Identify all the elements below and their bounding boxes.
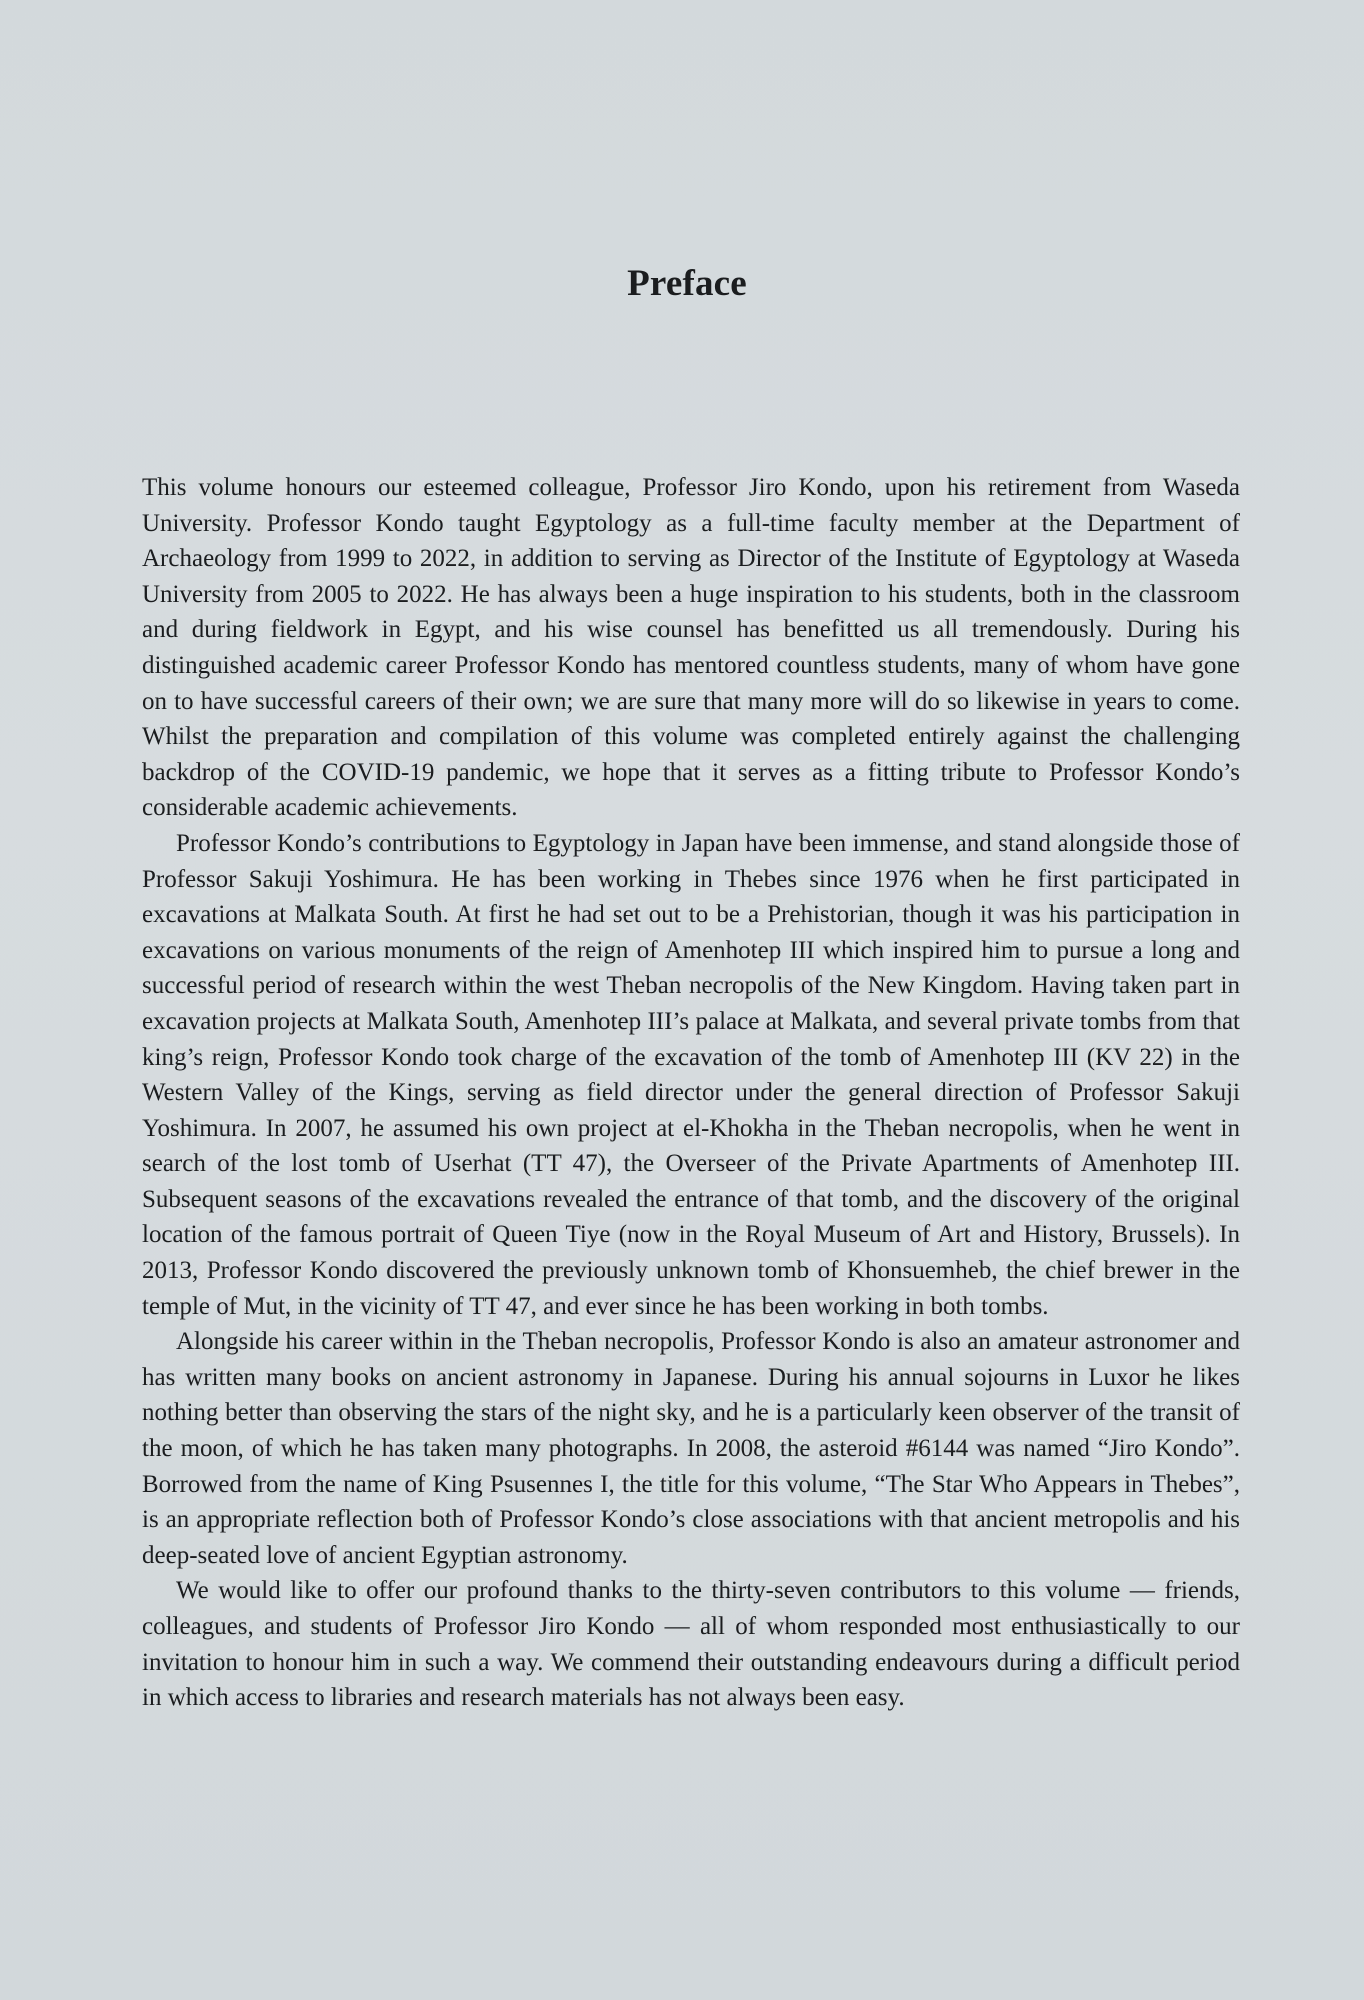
paragraph: Alongside his career within in the Theban necropolis, Professor Kondo is also an amateur astronomer and has written many books on ancient astronomy in Japanese. During his annual sojourns in Luxor he likes nothing better than observing the stars of the night sky, and he is a particularly keen observer of the transit of the moon, of which he has taken many photographs. In 2008, the asteroid #6144 was named “Jiro Kondo”. Borrowed from the name of King Psusennes I, the title for this volume, “The Star Who Appears in Thebes”, is an appropriate reflection both of Professor Kondo’s close associations with that ancient metropolis and his deep-seated love of ancient Egyptian astronomy. — [142, 1328, 1240, 1569]
paragraph: This volume honours our esteemed colleague, Professor Jiro Kondo, upon his retirement from Waseda University. Professor Kondo taught Egyptology as a full-time faculty member at the Department of Archaeology from 1999 to 2022, in addition to serving as Director of the Institute of Egyptology at Waseda University from 2005 to 2022. He has always been a huge inspiration to his students, both in the classroom and during fieldwork in Egypt, and his wise counsel has benefitted us all tremendously. During his distinguished academic career Professor Kondo has mentored countless students, many of whom have gone on to have successful careers of their own; we are sure that many more will do so likewise in years to come. Whilst the preparation and compilation of this volume was completed entirely against the challenging backdrop of the COVID-19 pandemic, we hope that it serves as a fitting tribute to Professor Kondo’s considerable academic achievements. — [142, 474, 1240, 822]
paragraph: We would like to offer our profound thanks to the thirty-seven contributors to this volume — friends, colleagues, and students of Professor Jiro Kondo — all of whom responded most enthusiastically to our invitation to honour him in such a way. We commend their outstanding endeavours during a difficult period in which access to libraries and research materials has not always been easy. — [142, 1577, 1240, 1712]
preface-body — [142, 470, 1240, 1716]
paragraph: Professor Kondo’s contributions to Egyptology in Japan have been immense, and stand alongside those of Professor Sakuji Yoshimura. He has been working in Thebes since 1976 when he first participated in excavations at Malkata South. At first he had set out to be a Prehistorian, though it was his participation in excavations on various monuments of the reign of Amenhotep III which inspired him to pursue a long and successful period of research within the west Theban necropolis of the New Kingdom. Having taken part in excavation projects at Malkata South, Amenhotep III’s palace at Malkata, and several private tombs from that king’s reign, Professor Kondo took charge of the excavation of the tomb of Amenhotep III (KV 22) in the Western Valley of the Kings, serving as field director under the general direction of Professor Sakuji Yoshimura. In 2007, he assumed his own project at el-Khokha in the Theban necropolis, when he went in search of the lost tomb of Userhat (TT 47), the Overseer of the Private Apartments of Amenhotep III. Subsequent seasons of the excavations revealed the entrance of that tomb, and the discovery of the original location of the famous portrait of Queen Tiye (now in the Royal Museum of Art and History, Brussels). In 2013, Professor Kondo discovered the previously unknown tomb of Khonsuemheb, the chief brewer in the temple of Mut, in the vicinity of TT 47, and ever since he has been working in both tombs. — [142, 829, 1240, 1320]
page-title: Preface — [627, 263, 747, 304]
